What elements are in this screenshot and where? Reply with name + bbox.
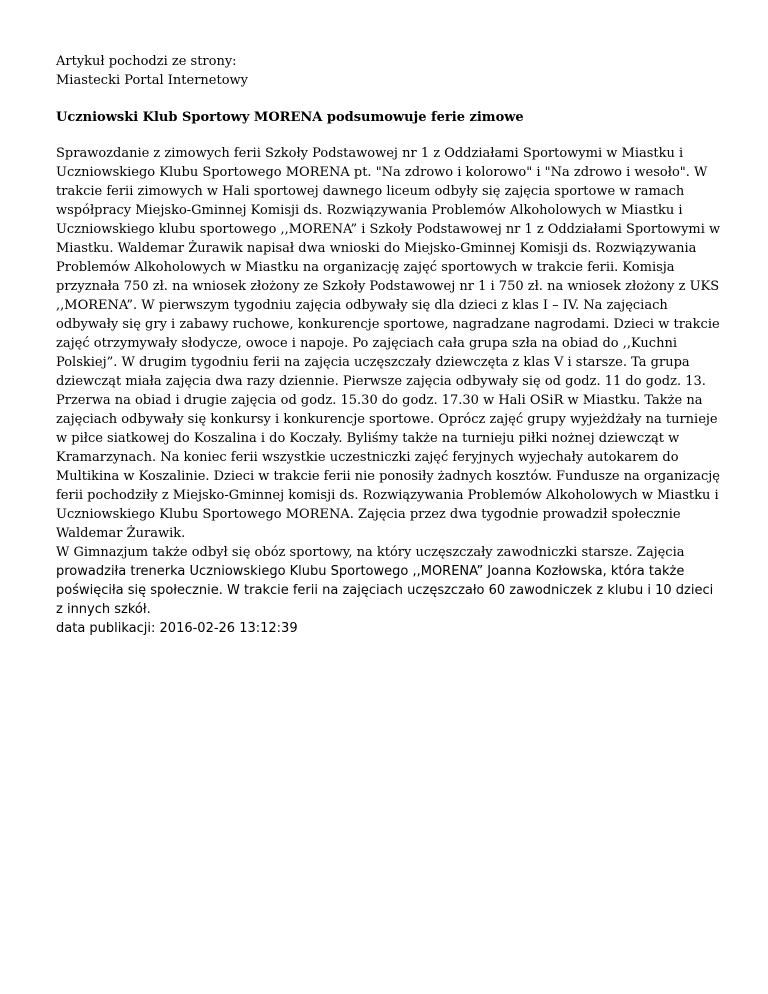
source-info [56, 52, 720, 90]
body-line: dziewcząt miała zajęcia dwa razy dziennie. Pierwsze zajęcia odbywały się od godz. 11 do godz. 13. [56, 374, 706, 389]
body-line: Uczniowskiego Klubu Sportowego MORENA pt. "Na zdrowo i kolorowo" i "Na zdrowo i wesoło". W [56, 165, 708, 180]
body-line: Przerwa na obiad i drugie zajęcia od godz. 15.30 do godz. 17.30 w Hali OSiR w Miastku. Także na [56, 393, 703, 408]
body-line: Waldemar Żurawik. [56, 526, 186, 541]
body-line: współpracy Miejsko-Gminnej Komisji ds. Rozwiązywania Problemów Alkoholowych w Miastku i [56, 203, 683, 218]
body-line: z innych szkół. [56, 602, 151, 617]
article-title: Uczniowski Klub Sportowy MORENA podsumowuje ferie zimowe [56, 110, 524, 125]
publication-date: data publikacji: 2016-02-26 13:12:39 [56, 621, 298, 636]
body-line: Kramarzynach. Na koniec ferii wszystkie uczestniczki zajęć feryjnych wyjechały autokarem do [56, 450, 679, 465]
article-body [56, 144, 720, 619]
body-line: prowadziła trenerka Uczniowskiego Klubu Sportowego ,,MORENA” Joanna Kozłowska, która także [56, 564, 685, 579]
body-line: przyznała 750 zł. na wniosek złożony ze Szkoły Podstawowej nr 1 i 750 zł. na wniosek złożony z UKS [56, 279, 720, 294]
body-line: Polskiej”. W drugim tygodniu ferii na zajęcia uczęszczały dziewczęta z klas V i starsze. Ta grupa [56, 355, 690, 370]
body-line: w piłce siatkowej do Koszalina i do Koczały. Byliśmy także na turnieju piłki nożnej dziewcząt w [56, 431, 680, 446]
body-line: Uczniowskiego klubu sportowego ,,MORENA” i Szkoły Podstawowej nr 1 z Oddziałami Sportowymi w [56, 222, 721, 237]
article [56, 52, 720, 619]
body-line: Uczniowskiego Klubu Sportowego MORENA. Zajęcia przez dwa tygodnie prowadził społecznie [56, 507, 681, 522]
body-line: ,,MORENA”. W pierwszym tygodniu zajęcia odbywały się dla dzieci z klas I – IV. Na zajęciach [56, 298, 668, 313]
body-line: W Gimnazjum także odbył się obóz sportowy, na który uczęszczały zawodniczki starsze. Zajęcia [56, 545, 685, 560]
body-line: Problemów Alkoholowych w Miastku na organizację zajęć sportowych w trakcie ferii. Komisja [56, 260, 675, 275]
body-line: Sprawozdanie z zimowych ferii Szkoły Podstawowej nr 1 z Oddziałami Sportowymi w Miastku i [56, 146, 684, 161]
body-line: odbywały się gry i zabawy ruchowe, konkurencje sportowe, nagradzane nagrodami. Dzieci w trakcie [56, 317, 720, 332]
body-line: Multikina w Koszalinie. Dzieci w trakcie ferii nie ponosiły żadnych kosztów. Fundusze na organizację [56, 469, 720, 484]
body-line: trakcie ferii zimowych w Hali sportowej dawnego liceum odbyły się zajęcia sportowe w ramach [56, 184, 685, 199]
body-line: poświęciła się społecznie. W trakcie ferii na zajęciach uczęszczało 60 zawodniczek z klubu i 10 dzieci [56, 583, 714, 598]
source-label: Artykuł pochodzi ze strony: [56, 54, 237, 69]
body-line: zajęć otrzymywały słodycze, owoce i napoje. Po zajęciach cała grupa szła na obiad do ,,Kuchni [56, 336, 677, 351]
body-line: zajęciach odbywały się konkursy i konkurencje sportowe. Oprócz zajęć grupy wyjeżdżały na turnieje [56, 412, 718, 427]
source-name: Miastecki Portal Internetowy [56, 73, 249, 88]
body-line: Miastku. Waldemar Żurawik napisał dwa wnioski do Miejsko-Gminnej Komisji ds. Rozwiązywania [56, 241, 697, 256]
body-line: ferii pochodziły z Miejsko-Gminnej komisji ds. Rozwiązywania Problemów Alkoholowych w Miastku i [56, 488, 719, 503]
